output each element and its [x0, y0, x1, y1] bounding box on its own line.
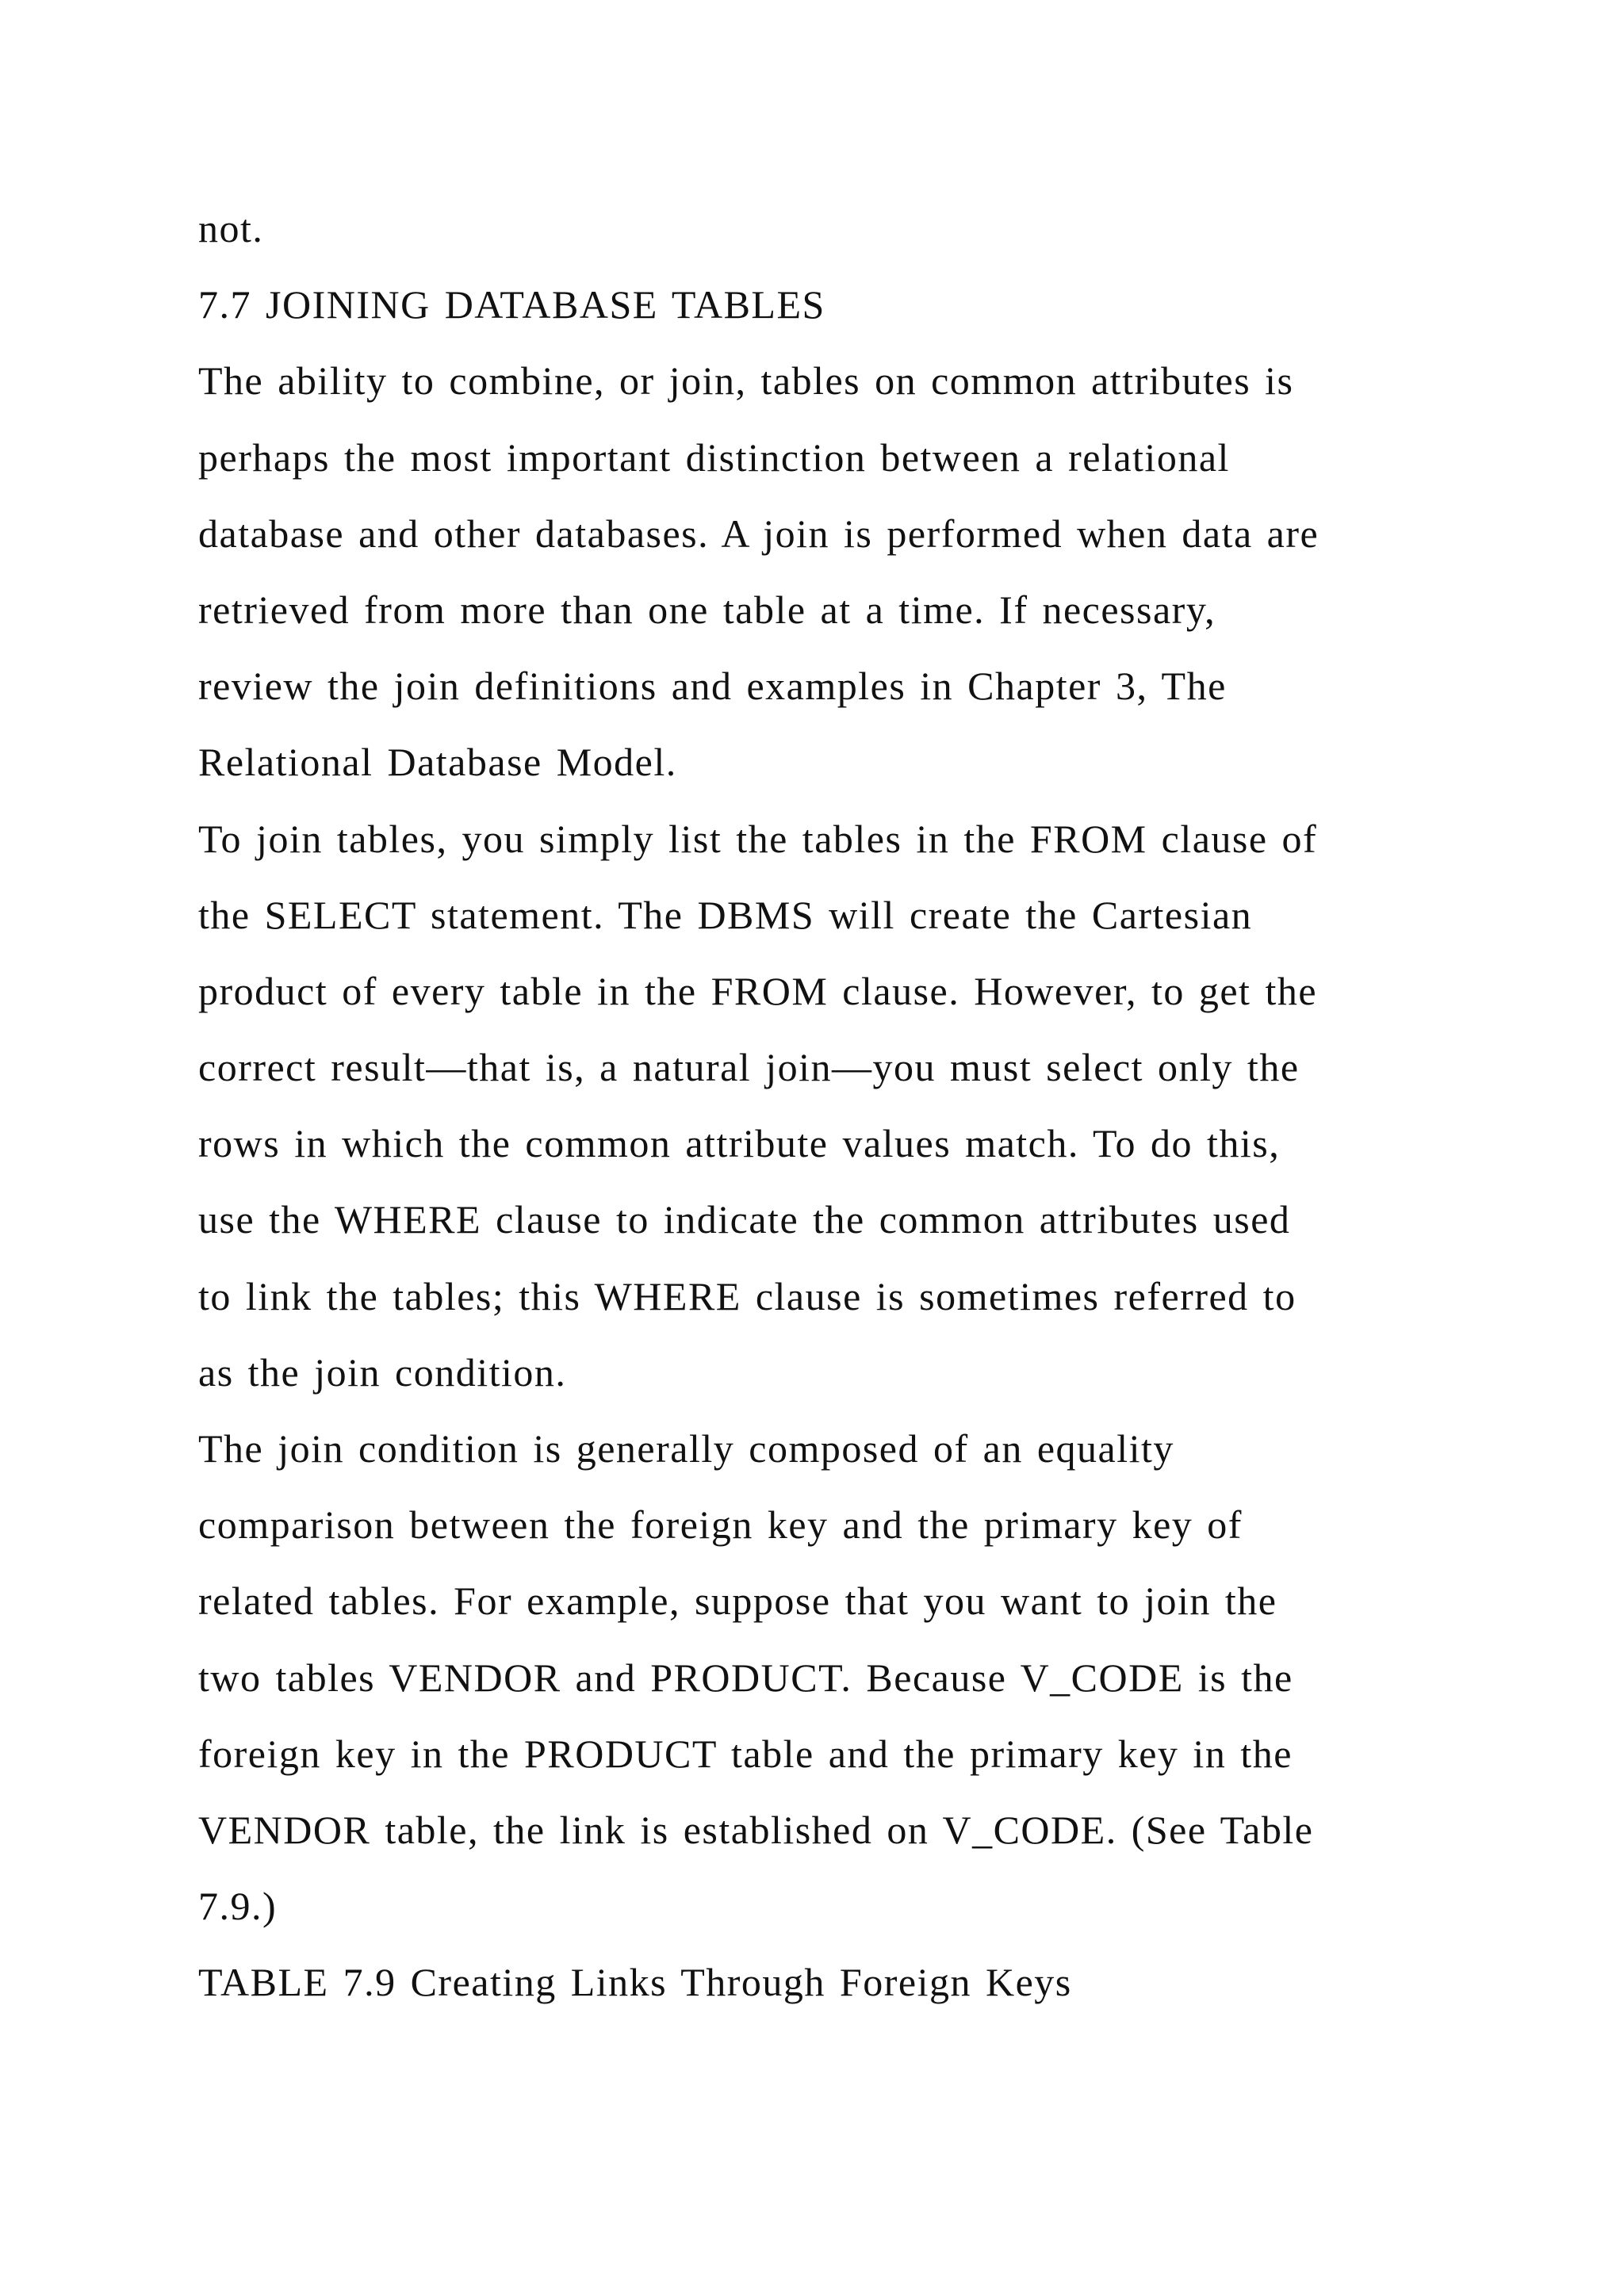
- text-line-9: To join tables, you simply list the tables in the FROM clause of: [198, 816, 1318, 861]
- text-line-12: correct result—that is, a natural join—you must select only the: [198, 1045, 1300, 1090]
- text-line-19: related tables. For example, suppose that you want to join the: [198, 1578, 1277, 1624]
- text-line-1: not.: [198, 206, 264, 251]
- table-caption: TABLE 7.9 Creating Links Through Foreign Keys: [198, 1960, 1072, 2005]
- text-line-21: foreign key in the PRODUCT table and the primary key in the: [198, 1731, 1293, 1776]
- text-line-20: two tables VENDOR and PRODUCT. Because V_CODE is the: [198, 1655, 1293, 1700]
- text-line-16: as the join condition.: [198, 1349, 567, 1395]
- text-line-7: review the join definitions and examples in Chapter 3, The: [198, 664, 1227, 709]
- text-line-4: perhaps the most important distinction between a relational: [198, 434, 1230, 480]
- section-heading: 7.7 JOINING DATABASE TABLES: [198, 282, 825, 327]
- text-line-6: retrieved from more than one table at a time. If necessary,: [198, 587, 1216, 632]
- text-line-23: 7.9.): [198, 1884, 278, 1929]
- body-text: [198, 190, 1515, 2021]
- text-line-18: comparison between the foreign key and the primary key of: [198, 1502, 1243, 1548]
- text-line-8: Relational Database Model.: [198, 740, 677, 785]
- text-line-5: database and other databases. A join is performed when data are: [198, 511, 1320, 556]
- text-line-15: to link the tables; this WHERE clause is sometimes referred to: [198, 1273, 1297, 1318]
- text-line-17: The join condition is generally composed of an equality: [198, 1426, 1174, 1471]
- text-line-10: the SELECT statement. The DBMS will create the Cartesian: [198, 892, 1253, 937]
- text-line-22: VENDOR table, the link is established on V_CODE. (See Table: [198, 1807, 1314, 1852]
- text-line-14: use the WHERE clause to indicate the common attributes used: [198, 1197, 1291, 1242]
- text-line-11: product of every table in the FROM clause. However, to get the: [198, 968, 1318, 1013]
- text-line-13: rows in which the common attribute values match. To do this,: [198, 1121, 1281, 1166]
- text-line-3: The ability to combine, or join, tables on common attributes is: [198, 358, 1294, 404]
